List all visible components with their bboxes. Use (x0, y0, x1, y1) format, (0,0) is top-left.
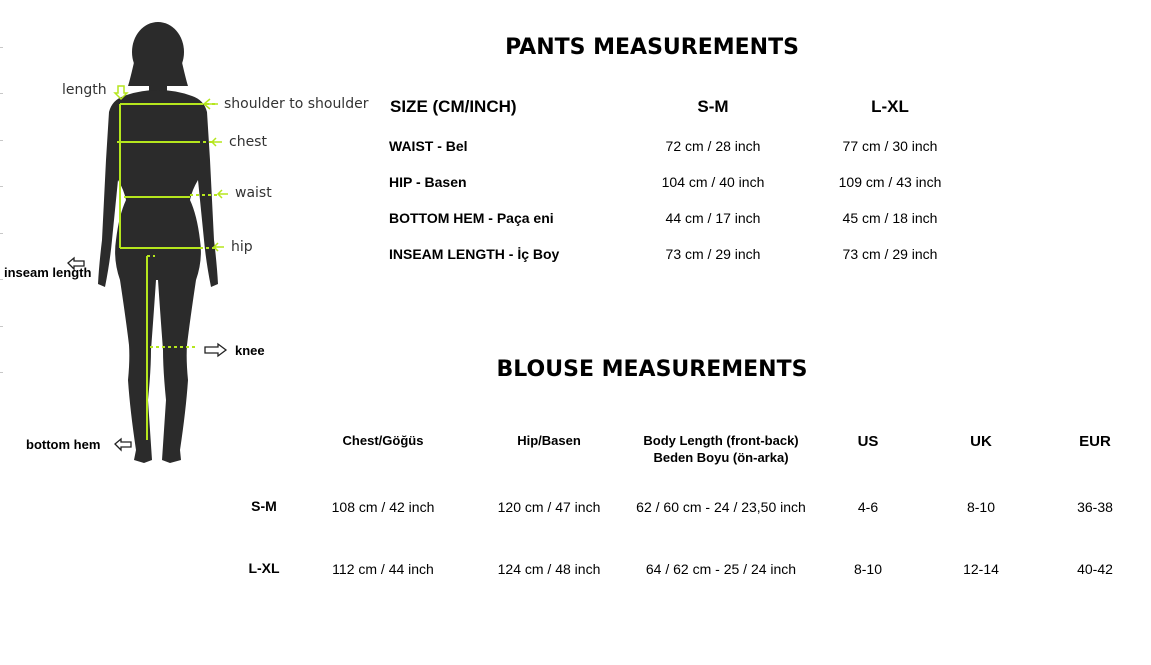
pants-cell: 104 cm / 40 inch (661, 174, 765, 190)
pants-title: PANTS MEASUREMENTS (505, 35, 799, 60)
blouse-header-us: US (857, 433, 879, 450)
pants-cell: 44 cm / 17 inch (665, 210, 761, 226)
pants-cell: 73 cm / 29 inch (842, 246, 938, 262)
label-waist: waist (235, 185, 272, 201)
blouse-row-size: S-M (251, 498, 277, 514)
pants-row-label: BOTTOM HEM - Paça eni (389, 210, 554, 226)
pants-row-label: HIP - Basen (389, 174, 467, 190)
blouse-cell: 112 cm / 44 inch (332, 561, 434, 577)
blouse-title: BLOUSE MEASUREMENTS (496, 357, 808, 382)
blouse-cell: 8-10 (966, 499, 996, 515)
blouse-row-size: L-XL (248, 560, 280, 576)
pants-header-size: SIZE (CM/INCH) (390, 97, 517, 116)
label-chest: chest (229, 134, 267, 150)
blouse-cell: 64 / 62 cm - 25 / 24 inch (645, 561, 797, 577)
pants-row-label: INSEAM LENGTH - İç Boy (389, 246, 560, 262)
blouse-header-uk: UK (970, 433, 992, 450)
blouse-cell: 8-10 (853, 561, 883, 577)
blouse-cell: 120 cm / 47 inch (497, 499, 601, 515)
pants-cell: 72 cm / 28 inch (665, 138, 761, 154)
pants-cell: 109 cm / 43 inch (838, 174, 942, 190)
pants-cell: 77 cm / 30 inch (842, 138, 938, 154)
blouse-header-length-tr: Beden Boyu (ön-arka) (653, 450, 789, 465)
label-length: length (62, 82, 107, 98)
blouse-cell: 40-42 (1077, 561, 1113, 577)
blouse-cell: 36-38 (1077, 499, 1113, 515)
body-silhouette-illustration (0, 0, 390, 480)
label-knee: knee (235, 343, 265, 358)
pants-cell: 45 cm / 18 inch (842, 210, 938, 226)
blouse-cell: 12-14 (963, 561, 999, 577)
pants-cell: 73 cm / 29 inch (665, 246, 761, 262)
blouse-header-chest: Chest/Göğüs (342, 433, 424, 448)
label-bottom-hem: bottom hem (26, 437, 101, 452)
blouse-header-length-en: Body Length (front-back) (643, 433, 799, 448)
woman-silhouette (98, 22, 218, 463)
pants-header-sm: S-M (697, 97, 729, 116)
label-hip: hip (231, 239, 253, 255)
blouse-cell: 4-6 (857, 499, 879, 515)
blouse-cell: 62 / 60 cm - 24 / 23,50 inch (636, 499, 806, 515)
pants-row-label: WAIST - Bel (389, 138, 468, 154)
blouse-cell: 108 cm / 42 inch (331, 499, 435, 515)
pants-header-lxl: L-XL (871, 97, 909, 116)
body-measurement-figure (0, 0, 390, 480)
label-inseam: inseam length (4, 265, 92, 280)
blouse-header-eur: EUR (1079, 433, 1111, 450)
label-shoulder: shoulder to shoulder (224, 96, 369, 112)
blouse-cell: 124 cm / 48 inch (497, 561, 601, 577)
blouse-header-hip: Hip/Basen (517, 433, 581, 448)
